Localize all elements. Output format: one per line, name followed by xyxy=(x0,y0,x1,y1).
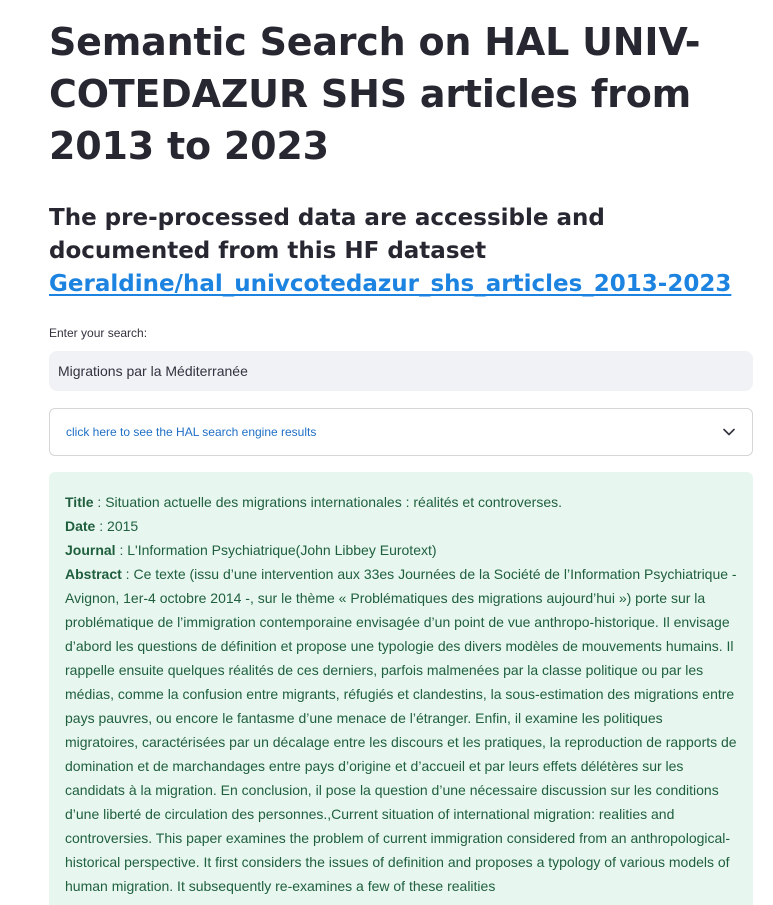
page-subtitle xyxy=(49,172,753,301)
search-result-card xyxy=(49,472,753,905)
subtitle-text: The pre-processed data are accessible and documented from this HF dataset xyxy=(49,205,605,264)
main-content xyxy=(49,0,753,905)
chevron-down-icon xyxy=(722,425,736,439)
result-abstract: Ce texte (issu d’une intervention aux 33es Journées de la Société de l’Information Psychiatrique - Avignon, 1er-4 octobre 2014 -, sur le thème « Problématiques des migrations aujourd’hui ») porte sur la problématique de l’immigration contemporaine envisagée d’un point de vue anthropo-historique. Il envisage d’abord les questions de définition et propose une typologie des divers modèles de mouvements humains. Il rappelle ensuite quelques réalités de ces derniers, parfois malmenées par la classe politique ou par les médias, comme la confusion entre migrants, réfugiés et clandestins, la sous-estimation des migrations entre pays pauvres, ou encore le fantasme d’une menace de l’étranger. Enfin, il examine les politiques migratoires, caractérisées par un décalage entre les discours et les pratiques, la reproduction de rapports de domination et de marchandages entre pays d’origine et d’accueil et par leurs effets délétères sur les candidats à la migration. En conclusion, il pose la question d’une nécessaire discussion sur les conditions d’une liberté de circulation des personnes.,Current situation of international migration: realities and controversies. This paper examines the problem of current immigration considered from an anthropological-historical perspective. It first considers the issues of definition and proposes a typology of various models of human migration. It subsequently re-examines a few of these realities xyxy=(65,566,737,894)
result-abstract-row: Abstract : Ce texte (issu d’une intervention aux 33es Journées de la Société de l’Information Psychiatrique - Avignon, 1er-4 octobre 2014 -, sur le thème « Problématiques des migrations aujourd’hui ») porte sur la problématique de l’immigration contemporaine envisagée d’un point de vue anthropo-historique. Il envisage d’abord les questions de définition et propose une typologie des divers modèles de mouvements humains. Il rappelle ensuite quelques réalités de ces derniers, parfois malmenées par la classe politique ou par les médias, comme la confusion entre migrants, réfugiés et clandestins, la sous-estimation des migrations entre pays pauvres, ou encore le fantasme d’une menace de l’étranger. Enfin, il examine les politiques migratoires, caractérisées par un décalage entre les discours et les pratiques, la reproduction de rapports de domination et de marchandages entre pays d’origine et d’accueil et par leurs effets délétères sur les candidats à la migration. En conclusion, il pose la question d’une nécessaire discussion sur les conditions d’une liberté de circulation des personnes.,Current situation of international migration: realities and controversies. This paper examines the problem of current immigration considered from an anthropological-historical perspective. It first considers the issues of definition and proposes a typology of various models of human migration. It subsequently re-examines a few of these realities xyxy=(65,566,737,894)
page-title: Semantic Search on HAL UNIV-COTEDAZUR SHS articles from 2013 to 2023 xyxy=(49,20,701,168)
result-date-label: Date xyxy=(65,518,96,534)
result-date-row: Date : 2015 xyxy=(65,518,139,534)
result-date: 2015 xyxy=(107,518,139,534)
result-title-row: Title : Situation actuelle des migrations internationales : réalités et controverses. xyxy=(65,494,563,510)
result-journal-label: Journal xyxy=(65,542,116,558)
result-journal: L'Information Psychiatrique(John Libbey Eurotext) xyxy=(127,542,437,558)
hal-results-expander[interactable] xyxy=(49,408,753,456)
search-label: Enter your search: xyxy=(49,326,148,340)
dataset-link[interactable]: Geraldine/hal_univcotedazur_shs_articles_2013-2023 xyxy=(49,271,732,297)
result-abstract-label: Abstract xyxy=(65,566,122,582)
result-title-label: Title xyxy=(65,494,94,510)
expander-label: click here to see the HAL search engine results xyxy=(66,425,317,439)
search-input[interactable] xyxy=(49,351,753,391)
result-journal-row: Journal : L'Information Psychiatrique(John Libbey Eurotext) xyxy=(65,542,437,558)
result-title: Situation actuelle des migrations internationales : réalités et controverses. xyxy=(105,494,563,510)
